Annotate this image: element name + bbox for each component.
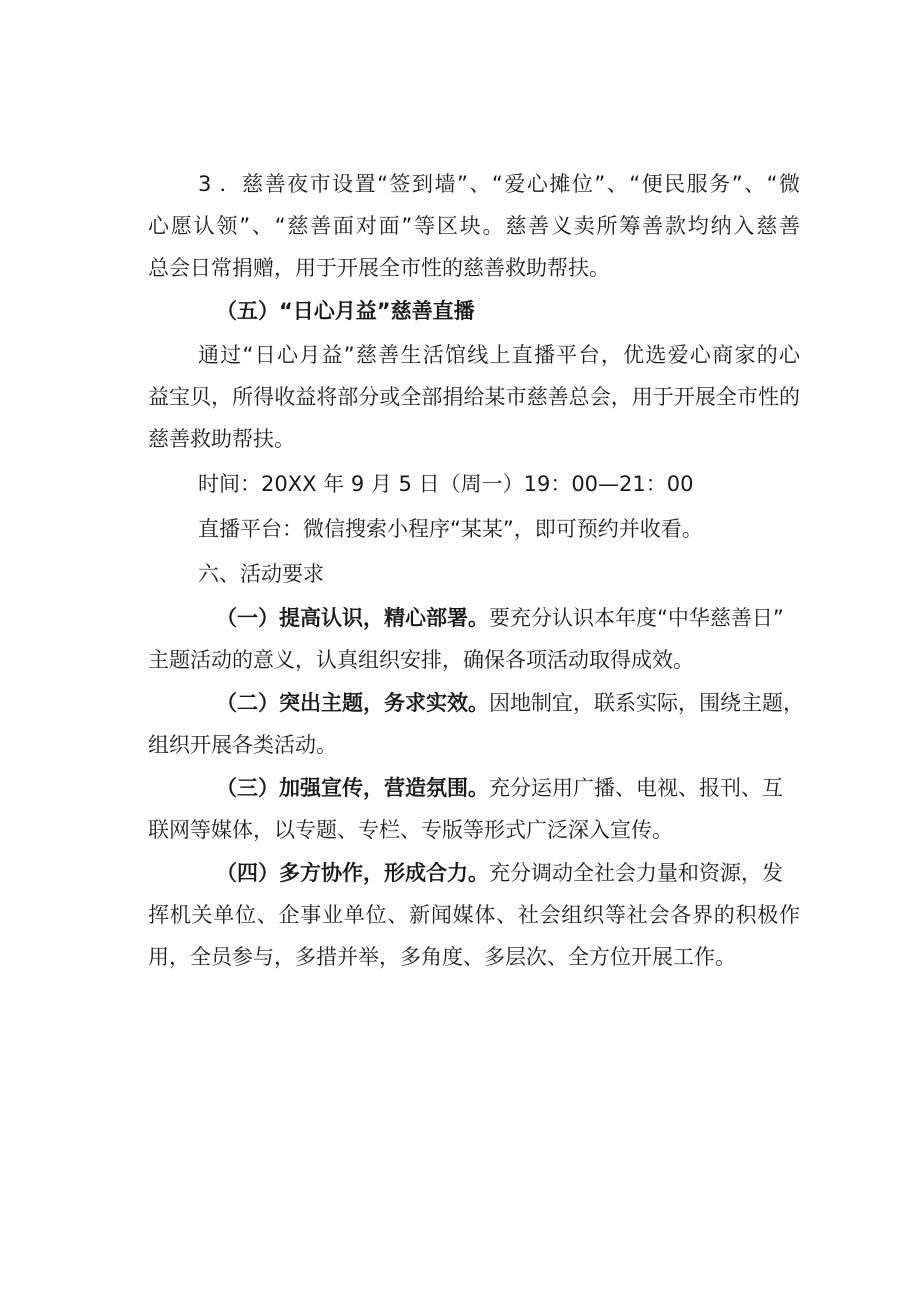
requirement-4-title: （四）多方协作，形成合力。 [216,861,489,885]
requirement-2-first-line [216,688,812,718]
event-time: 时间：20XX 年 9 月 5 日（周一）19：00—21：00 [198,472,694,496]
para-night-market-line-1: 3 ．慈善夜市设置“签到墙”、“爱心摊位”、“便民服务”、“微 [198,172,800,196]
requirement-4-line-2: 挥机关单位、企事业单位、新闻媒体、社会组织等社会各界的积极作 [148,903,800,927]
requirement-1-first-line [216,603,812,633]
requirement-3-title: （三）加强宣传，营造氛围。 [216,776,489,800]
requirement-4-line-3: 用，全员参与，多措并举，多角度、多层次、全方位开展工作。 [148,945,736,969]
requirement-1-title: （一）提高认识，精心部署。 [216,606,489,630]
requirement-1-text: 要充分认识本年度“中华慈善日” [489,606,784,630]
requirement-3-rest: 联网等媒体，以专题、专栏、专版等形式广泛深入宣传。 [148,818,673,842]
requirement-2-rest: 组织开展各类活动。 [148,733,337,757]
para-night-market-line-3: 总会日常捐赠，用于开展全市性的慈善救助帮扶。 [148,256,610,280]
requirement-1-rest: 主题活动的意义，认真组织安排，确保各项活动取得成效。 [148,648,694,672]
requirement-4-text: 充分调动全社会力量和资源，发 [489,861,783,885]
requirement-3-first-line [216,773,812,803]
para-livestream-line-2: 益宝贝，所得收益将部分或全部捐给某市慈善总会，用于开展全市性的 [148,385,800,409]
requirement-2-title: （二）突出主题，务求实效。 [216,691,489,715]
requirement-4-first-line [216,858,812,888]
para-night-market-line-2: 心愿认领”、“慈善面对面”等区块。慈善义卖所筹善款均纳入慈善 [148,214,800,238]
requirement-3-text: 充分运用广播、电视、报刊、互 [489,776,783,800]
section-heading-livestream: （五）“日心月益”慈善直播 [216,299,475,323]
requirement-2-text: 因地制宜，联系实际，围绕主题， [489,691,804,715]
section-title-requirements: 六、活动要求 [198,562,324,586]
para-livestream-line-3: 慈善救助帮扶。 [148,427,295,451]
event-platform: 直播平台：微信搜索小程序“某某”，即可预约并收看。 [198,517,703,541]
para-livestream-line-1: 通过“日心月益”慈善生活馆线上直播平台，优选爱心商家的心 [198,343,800,367]
